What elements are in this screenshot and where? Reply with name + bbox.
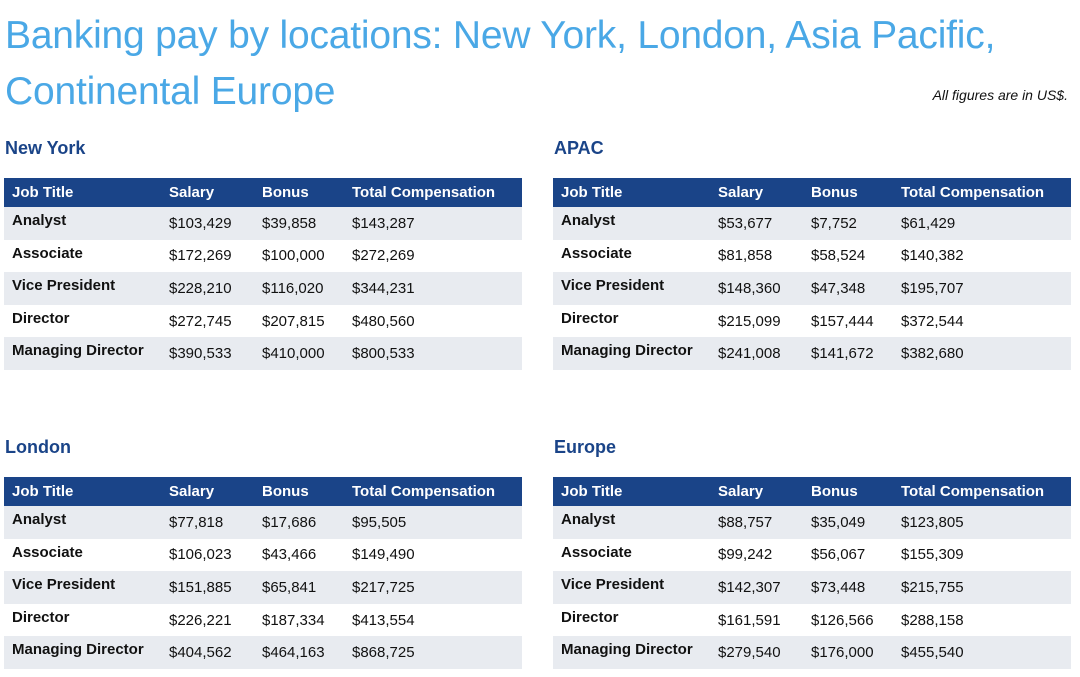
job-title-cell: Vice President — [561, 277, 665, 295]
column-header-job-title: Job Title — [12, 184, 74, 201]
job-title-cell: Analyst — [12, 212, 67, 229]
total-compensation-cell: $868,725 — [352, 644, 415, 662]
table-row — [4, 207, 522, 240]
job-title-cell: Analyst — [12, 511, 67, 528]
total-compensation-cell: $149,490 — [352, 546, 415, 564]
salary-cell: $272,745 — [169, 312, 232, 330]
bonus-cell: $73,448 — [811, 578, 866, 596]
bonus-cell: $176,000 — [811, 644, 874, 662]
total-compensation-cell: $288,158 — [901, 611, 964, 629]
bonus-cell: $39,858 — [262, 214, 317, 232]
job-title-cell: Director — [12, 608, 70, 626]
salary-cell: $151,885 — [169, 578, 232, 596]
table-row — [553, 539, 1071, 572]
bonus-cell: $58,524 — [811, 247, 866, 265]
bonus-cell: $157,444 — [811, 312, 874, 330]
total-compensation-cell: $123,805 — [901, 513, 964, 531]
job-title-cell: Analyst — [561, 212, 616, 229]
page-title: Banking pay by locations: New York, London, Asia Pacific, Continental Europe — [5, 14, 996, 113]
table-row — [4, 506, 522, 539]
salary-cell: $103,429 — [169, 214, 232, 232]
bonus-cell: $35,049 — [811, 513, 866, 531]
bonus-cell: $464,163 — [262, 644, 325, 662]
total-compensation-cell: $217,725 — [352, 578, 415, 596]
column-header-salary: Salary — [718, 483, 764, 500]
bonus-cell: $100,000 — [262, 247, 325, 265]
column-header-total-compensation: Total Compensation — [901, 184, 1045, 201]
column-header-salary: Salary — [169, 184, 215, 201]
job-title-cell: Director — [561, 309, 619, 327]
bonus-cell: $65,841 — [262, 578, 317, 596]
salary-cell: $142,307 — [718, 578, 781, 596]
salary-cell: $81,858 — [718, 247, 773, 265]
job-title-cell: Associate — [561, 543, 632, 561]
table-row — [553, 305, 1071, 338]
column-header-total-compensation: Total Compensation — [352, 184, 496, 201]
region-europe — [553, 435, 1071, 669]
total-compensation-cell: $155,309 — [901, 546, 964, 564]
job-title-cell: Managing Director — [12, 641, 144, 659]
job-title-cell: Managing Director — [561, 342, 693, 360]
region-title: New York — [5, 138, 86, 158]
salary-cell: $228,210 — [169, 279, 232, 297]
salary-cell: $77,818 — [169, 513, 224, 531]
total-compensation-cell: $800,533 — [352, 345, 415, 363]
compensation-table — [553, 178, 1071, 370]
column-header-bonus: Bonus — [811, 184, 858, 201]
bonus-cell: $207,815 — [262, 312, 325, 330]
column-header-job-title: Job Title — [12, 483, 74, 500]
table-row — [553, 506, 1071, 539]
total-compensation-cell: $344,231 — [352, 279, 415, 297]
job-title-cell: Vice President — [12, 277, 116, 295]
total-compensation-cell: $140,382 — [901, 247, 964, 265]
total-compensation-cell: $195,707 — [901, 279, 964, 297]
table-header-row — [553, 178, 1071, 207]
salary-cell: $215,099 — [718, 312, 781, 330]
total-compensation-cell: $413,554 — [352, 611, 415, 629]
table-row — [553, 207, 1071, 240]
table-header-row — [553, 477, 1071, 506]
salary-cell: $148,360 — [718, 279, 781, 297]
job-title-cell: Managing Director — [12, 342, 144, 360]
table-header-row — [4, 178, 522, 207]
bonus-cell: $47,348 — [811, 279, 866, 297]
table-header-row — [4, 477, 522, 506]
column-header-total-compensation: Total Compensation — [901, 483, 1045, 500]
bonus-cell: $116,020 — [262, 279, 324, 297]
column-header-salary: Salary — [169, 483, 215, 500]
table-row — [553, 636, 1071, 669]
total-compensation-cell: $61,429 — [901, 214, 956, 232]
salary-cell: $226,221 — [169, 611, 232, 629]
column-header-job-title: Job Title — [561, 184, 623, 201]
bonus-cell: $187,334 — [262, 611, 325, 629]
salary-cell: $53,677 — [718, 214, 773, 232]
bonus-cell: $410,000 — [262, 345, 325, 363]
job-title-cell: Vice President — [12, 576, 116, 594]
region-london — [4, 435, 522, 669]
compensation-table — [4, 178, 522, 370]
column-header-salary: Salary — [718, 184, 764, 201]
table-row — [4, 571, 522, 604]
table-row — [553, 571, 1071, 604]
salary-cell: $88,757 — [718, 513, 773, 531]
salary-cell: $106,023 — [169, 546, 232, 564]
column-header-bonus: Bonus — [262, 483, 309, 500]
table-row — [4, 636, 522, 669]
currency-note: All figures are in US$. — [932, 87, 1068, 103]
salary-cell: $404,562 — [169, 644, 232, 662]
table-row — [553, 240, 1071, 273]
region-title: Europe — [554, 437, 617, 457]
table-row — [4, 272, 522, 305]
total-compensation-cell: $382,680 — [901, 345, 964, 363]
job-title-cell: Vice President — [561, 576, 665, 594]
job-title-cell: Director — [561, 608, 619, 626]
column-header-job-title: Job Title — [561, 483, 623, 500]
job-title-cell: Associate — [12, 244, 83, 262]
table-row — [4, 539, 522, 572]
job-title-cell: Analyst — [561, 511, 616, 528]
column-header-total-compensation: Total Compensation — [352, 483, 496, 500]
job-title-cell: Director — [12, 309, 70, 327]
salary-cell: $390,533 — [169, 345, 232, 363]
table-row — [4, 337, 522, 370]
total-compensation-cell: $143,287 — [352, 214, 415, 232]
salary-cell: $279,540 — [718, 644, 781, 662]
compensation-table — [4, 477, 522, 669]
total-compensation-cell: $272,269 — [352, 247, 415, 265]
table-row — [553, 604, 1071, 637]
total-compensation-cell: $480,560 — [352, 312, 415, 330]
salary-cell: $99,242 — [718, 546, 773, 564]
total-compensation-cell: $95,505 — [352, 513, 407, 531]
total-compensation-cell: $372,544 — [901, 312, 964, 330]
region-new-york — [4, 136, 522, 370]
region-title: APAC — [554, 138, 604, 158]
table-row — [553, 272, 1071, 305]
table-row — [4, 305, 522, 338]
column-header-bonus: Bonus — [262, 184, 309, 201]
bonus-cell: $56,067 — [811, 546, 866, 564]
bonus-cell: $141,672 — [811, 345, 874, 363]
salary-cell: $241,008 — [718, 345, 781, 363]
salary-cell: $161,591 — [718, 611, 781, 629]
total-compensation-cell: $215,755 — [901, 578, 964, 596]
job-title-cell: Associate — [12, 543, 83, 561]
region-title: London — [5, 437, 71, 457]
bonus-cell: $43,466 — [262, 546, 317, 564]
bonus-cell: $126,566 — [811, 611, 874, 629]
bonus-cell: $7,752 — [811, 214, 857, 232]
table-row — [4, 604, 522, 637]
job-title-cell: Managing Director — [561, 641, 693, 659]
compensation-table — [553, 477, 1071, 669]
total-compensation-cell: $455,540 — [901, 644, 964, 662]
bonus-cell: $17,686 — [262, 513, 317, 531]
table-row — [4, 240, 522, 273]
region-apac — [553, 136, 1071, 370]
job-title-cell: Associate — [561, 244, 632, 262]
column-header-bonus: Bonus — [811, 483, 858, 500]
table-row — [553, 337, 1071, 370]
salary-cell: $172,269 — [169, 247, 232, 265]
